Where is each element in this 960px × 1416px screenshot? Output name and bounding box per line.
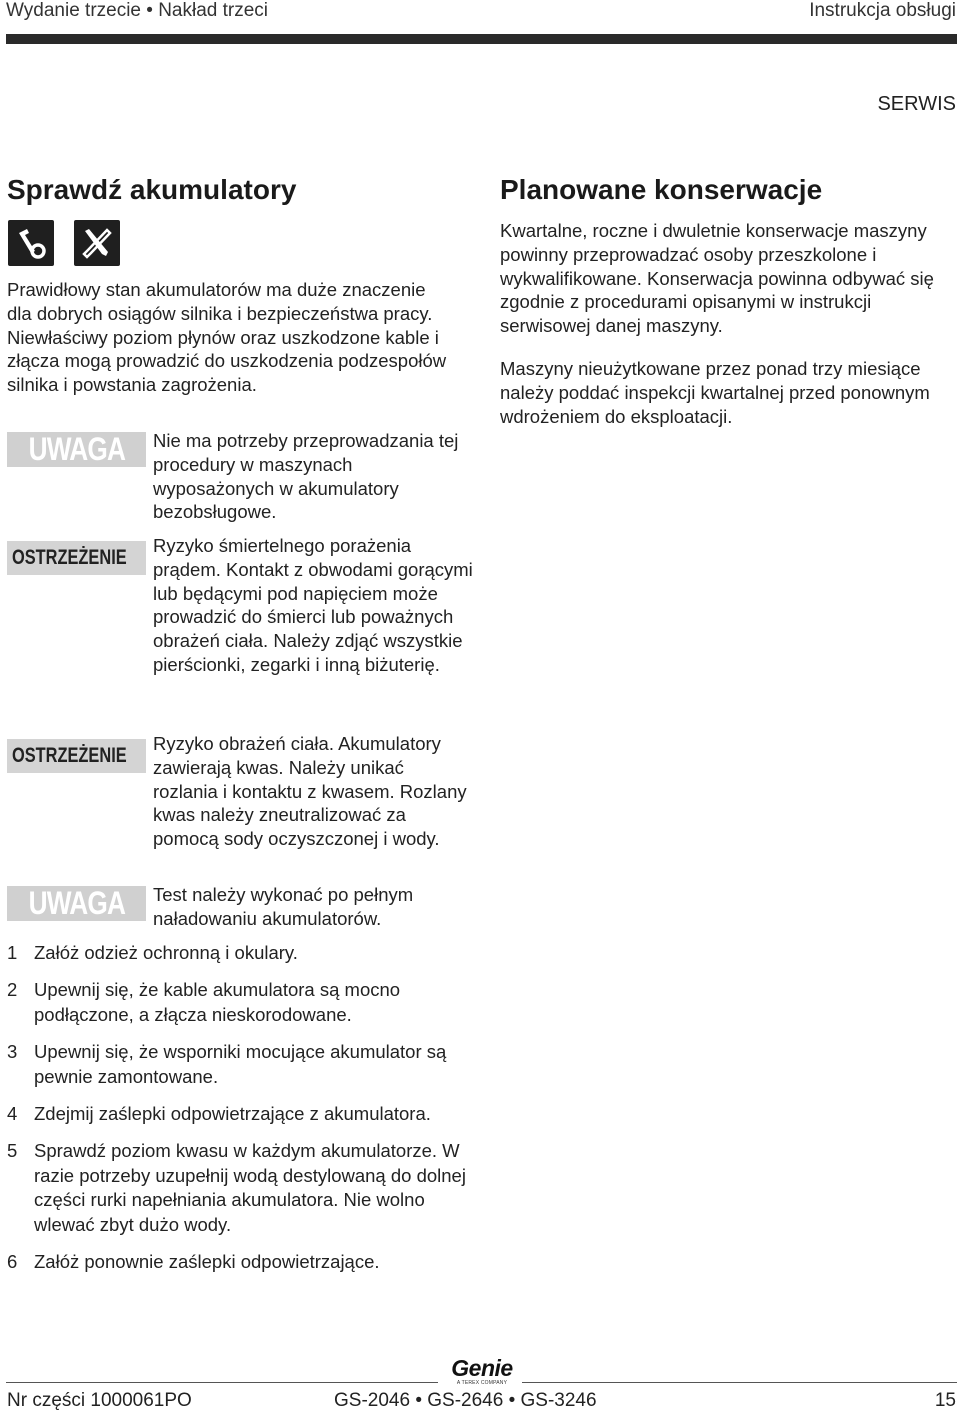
warning-label [7,541,146,575]
manual-label: Instrukcja obsługi [809,0,956,21]
page-number: 15 [934,1390,956,1411]
notice-label-text: UWAGA [28,431,125,467]
notice-label-text: UWAGA [28,885,125,921]
warning-label [7,739,146,773]
notice-label [7,886,146,921]
part-number: Nr części 1000061PO [7,1390,192,1411]
procedure-icons [8,220,120,266]
step-item [7,1139,477,1237]
footer-rule-left [6,1382,438,1383]
step-text: Upewnij się, że wsporniki mocujące akumulator są pewnie zamontowane. [34,1041,447,1087]
step-number: 6 [7,1251,18,1273]
scheduled-maintenance-title: Planowane konserwacje [500,174,823,205]
step-number: 3 [7,1041,18,1063]
warning-text: Ryzyko śmiertelnego porażenia prądem. Kontakt z obwodami gorącymi lub będącymi pod napięciem może prowadzić do śmierci lub poważnych obrażeń ciała. Należy zdjąć wszystkie pierścionki, zegarki i inną biżuterię. [153,535,473,675]
edition-label: Wydanie trzecie • Nakład trzeci [6,0,269,21]
intro-paragraph: Prawidłowy stan akumulatorów ma duże znaczenie dla dobrych osiągów silnika i bezpieczeństwa pracy. Niewłaściwy poziom płynów oraz uszkodzone kable i złącza mogą prowadzić do uszkodzenia podzespołów silnika i powstania zagrożenia. [7,279,447,396]
step-text: Załóż odzież ochronną i okulary. [34,942,298,963]
warning-label-text: OSTRZEŻENIE [12,744,127,767]
logo-wordmark: Genie [451,1355,513,1381]
step-number: 2 [7,979,18,1001]
wrench-gear-icon [8,220,54,266]
step-text: Załóż ponownie zaślepki odpowietrzające. [34,1251,380,1273]
step-item [7,1250,477,1274]
warning-text: Ryzyko obrażeń ciała. Akumulatory zawierają kwas. Należy unikać rozlania i kontaktu z kwasem. Rozlany kwas należy zneutralizować za pomocą sody oczyszczonej i wody. [153,733,467,850]
step-text: Upewnij się, że kable akumulatora są mocno podłączone, a złącza nieskorodowane. [34,979,401,1025]
inspection-paragraph: Maszyny nieużytkowane przez ponad trzy miesiące należy poddać inspekcji kwartalnej przed ponownym wdrożeniem do eksploatacji. [500,358,930,427]
tools-icon [74,220,120,266]
step-number: 5 [7,1140,18,1162]
header-rule [6,34,957,44]
step-text: Sprawdź poziom kwasu w każdym akumulatorze. W razie potrzeby uzupełnij wodą destylowaną do dolnej części rurki napełniania akumulatora. Nie wolno wlewać zbyt dużo wody. [34,1140,466,1235]
footer-rule-right [522,1382,957,1383]
step-text: Zdejmij zaślepki odpowietrzające z akumulatora. [34,1103,431,1125]
step-item [7,1102,477,1126]
maintenance-paragraph: Kwartalne, roczne i dwuletnie konserwacje maszyny powinny przeprowadzać osoby przeszkolone i wykwalifikowane. Konserwacja powinna odbywać się zgodnie z procedurami opisanymi w instrukcji serwisowej danej maszyny. [500,220,934,337]
step-item [7,941,477,965]
step-number: 1 [7,942,18,963]
procedure-steps [7,941,477,1287]
battery-check-title: Sprawdź akumulatory [7,174,297,205]
section-label: SERWIS [877,93,956,115]
model-list: GS-2046 • GS-2646 • GS-3246 [334,1390,597,1411]
step-item [7,978,477,1027]
genie-logo [446,1356,518,1386]
notice-text: Test należy wykonać po pełnym naładowaniu akumulatorów. [153,884,414,929]
logo-tagline: A TEREX COMPANY [456,1380,508,1386]
step-number: 4 [7,1103,18,1125]
notice-text: Nie ma potrzeby przeprowadzania tej procedury w maszynach wyposażonych w akumulatory bezobsługowe. [153,430,459,523]
notice-label [7,432,146,467]
warning-label-text: OSTRZEŻENIE [12,546,127,569]
step-item [7,1040,477,1089]
